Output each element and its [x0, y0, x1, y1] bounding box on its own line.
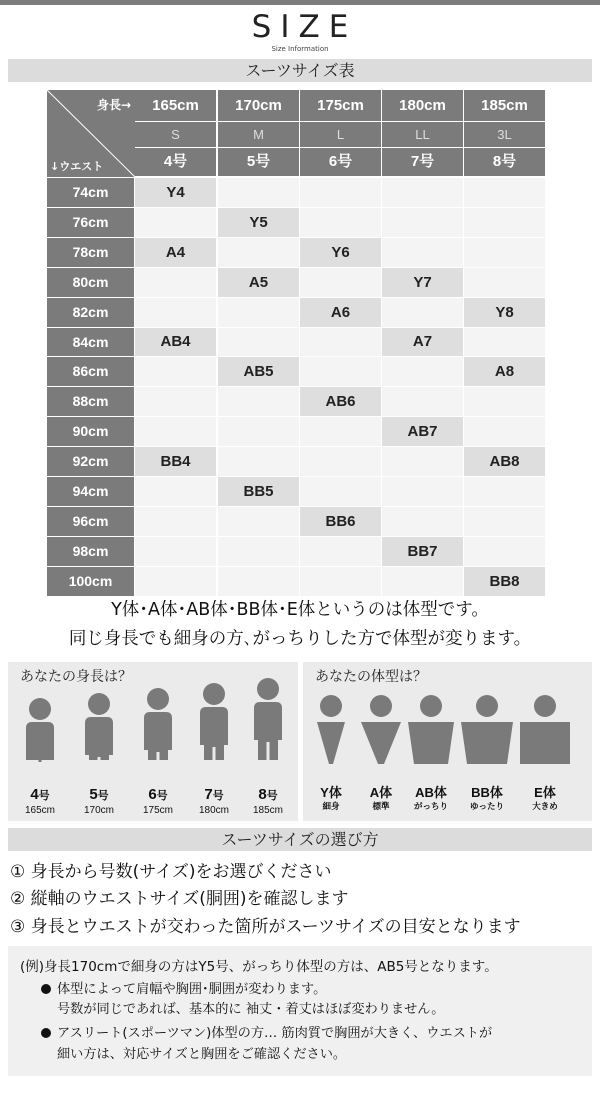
empty-cell	[135, 298, 216, 327]
size-number: 7	[204, 786, 213, 803]
empty-cell	[382, 298, 463, 327]
empty-cell	[382, 447, 463, 476]
body-type-desc: 細身	[322, 801, 340, 811]
empty-cell	[218, 298, 299, 327]
size-number: 4	[30, 786, 39, 803]
empty-cell	[218, 537, 299, 566]
bullet-dot	[41, 1028, 51, 1038]
height-header: 180cm	[382, 90, 463, 121]
height-axis-label: 身長→	[96, 98, 131, 112]
example-box	[8, 946, 592, 1076]
waist-row-header: 76cm	[47, 208, 134, 237]
empty-cell	[218, 447, 299, 476]
empty-cell	[135, 537, 216, 566]
empty-cell	[464, 178, 545, 207]
size-number: 5	[89, 786, 98, 803]
person-silhouette-icon	[20, 662, 60, 782]
empty-cell	[300, 268, 381, 297]
person-silhouette-icon	[248, 662, 288, 782]
empty-cell	[464, 268, 545, 297]
empty-cell	[218, 328, 299, 356]
page-subtitle: Size Information	[271, 45, 329, 53]
empty-cell	[382, 507, 463, 536]
empty-cell	[135, 387, 216, 416]
size-letter-header: S	[135, 122, 216, 147]
empty-cell	[300, 477, 381, 506]
size-unit: 号	[266, 790, 278, 802]
table-corner	[47, 90, 135, 177]
size-cell: AB7	[382, 417, 463, 446]
body-type-panel	[303, 662, 592, 821]
size-number-label	[189, 786, 239, 804]
empty-cell	[218, 567, 299, 596]
size-cell: A7	[382, 328, 463, 356]
waist-row-header: 96cm	[47, 507, 134, 536]
size-letter-header: M	[218, 122, 299, 147]
size-letter-header: L	[300, 122, 381, 147]
empty-cell	[382, 208, 463, 237]
person-silhouette-icon	[79, 662, 119, 782]
size-number-header: 6号	[300, 148, 381, 176]
waist-row-header: 78cm	[47, 238, 134, 267]
empty-cell	[300, 178, 381, 207]
empty-cell	[464, 537, 545, 566]
empty-cell	[382, 238, 463, 267]
size-cell: AB5	[218, 357, 299, 386]
empty-cell	[300, 357, 381, 386]
empty-cell	[464, 387, 545, 416]
empty-cell	[464, 208, 545, 237]
empty-cell	[464, 328, 545, 356]
height-header: 185cm	[464, 90, 545, 121]
empty-cell	[135, 567, 216, 596]
waist-row-header: 90cm	[47, 417, 134, 446]
size-cell: BB5	[218, 477, 299, 506]
size-number-header: 5号	[218, 148, 299, 176]
size-table	[47, 90, 546, 595]
height-cm-label: 165cm	[24, 805, 55, 816]
empty-cell	[218, 387, 299, 416]
height-header: 170cm	[218, 90, 299, 121]
size-unit: 号	[156, 790, 168, 802]
waist-row-header: 86cm	[47, 357, 134, 386]
size-cell: AB4	[135, 328, 216, 356]
size-letter-header: 3L	[464, 122, 545, 147]
body-type-label: BB体	[471, 785, 503, 800]
waist-axis-label: ↓ウエスト	[50, 160, 104, 173]
size-cell: A8	[464, 357, 545, 386]
empty-cell	[382, 357, 463, 386]
size-cell: BB8	[464, 567, 545, 596]
empty-cell	[218, 178, 299, 207]
empty-cell	[382, 477, 463, 506]
body-type-desc: ゆったり	[470, 801, 504, 811]
body-type-label: AB体	[415, 785, 447, 800]
size-number-label	[15, 786, 65, 804]
waist-row-header: 88cm	[47, 387, 134, 416]
body-type-desc: 大きめ	[532, 801, 558, 811]
step-2: ② 縦軸のウエストサイズ(胴囲)を確認します	[10, 889, 349, 909]
empty-cell	[300, 328, 381, 356]
body-type-label: A体	[369, 785, 393, 800]
bullet-1-line-1: 体型によって肩幅や胸囲･胴囲が変わります。	[57, 982, 327, 997]
size-cell: BB7	[382, 537, 463, 566]
empty-cell	[135, 357, 216, 386]
size-cell: A6	[300, 298, 381, 327]
waist-row-header: 80cm	[47, 268, 134, 297]
size-unit: 号	[38, 790, 50, 802]
empty-cell	[300, 208, 381, 237]
empty-cell	[464, 417, 545, 446]
size-cell: A5	[218, 268, 299, 297]
body-type-silhouette-icon	[515, 662, 575, 772]
body-type-label: E体	[534, 785, 556, 800]
empty-cell	[464, 238, 545, 267]
size-cell: AB6	[300, 387, 381, 416]
size-cell: BB4	[135, 447, 216, 476]
empty-cell	[218, 417, 299, 446]
bullet-2-line-2: 細い方は、対応サイズと胸囲をご確認ください。	[57, 1047, 347, 1062]
size-unit: 号	[212, 790, 224, 802]
waist-row-header: 94cm	[47, 477, 134, 506]
empty-cell	[135, 507, 216, 536]
waist-row-header: 98cm	[47, 537, 134, 566]
empty-cell	[135, 268, 216, 297]
bullet-2-line-1: アスリート(スポーツマン)体型の方… 筋肉質で胸囲が大きく、ウエストが	[57, 1026, 493, 1041]
empty-cell	[464, 507, 545, 536]
size-number-header: 7号	[382, 148, 463, 176]
body-type-desc: がっちり	[413, 801, 448, 811]
height-panel	[8, 662, 298, 821]
person-silhouette-icon	[138, 662, 178, 782]
size-cell: AB8	[464, 447, 545, 476]
empty-cell	[464, 477, 545, 506]
size-number-header: 4号	[135, 148, 216, 176]
size-cell: Y4	[135, 178, 216, 207]
size-table-heading: スーツサイズ表	[8, 59, 592, 82]
height-header: 165cm	[135, 90, 216, 121]
empty-cell	[218, 507, 299, 536]
empty-cell	[382, 387, 463, 416]
size-number: 6	[148, 786, 157, 803]
body-type-desc: 標準	[372, 801, 390, 811]
size-number-label	[74, 786, 124, 804]
top-rule	[0, 0, 600, 5]
step-1: ① 身長から号数(サイズ)をお選びください	[10, 862, 332, 882]
size-cell: A4	[135, 238, 216, 267]
body-type-silhouette-icon	[401, 662, 461, 772]
height-cm-label: 175cm	[142, 805, 173, 816]
size-unit: 号	[97, 790, 109, 802]
waist-row-header: 92cm	[47, 447, 134, 476]
body-type-label: Y体	[320, 785, 342, 800]
size-number-header: 8号	[464, 148, 545, 176]
empty-cell	[300, 537, 381, 566]
height-cm-label: 180cm	[198, 805, 229, 816]
size-cell: BB6	[300, 507, 381, 536]
empty-cell	[382, 178, 463, 207]
empty-cell	[135, 208, 216, 237]
size-cell: Y6	[300, 238, 381, 267]
size-cell: Y5	[218, 208, 299, 237]
note-line-1: Y体･A体･AB体･BB体･E体というのは体型です。	[111, 600, 489, 620]
height-cm-label: 185cm	[252, 805, 283, 816]
size-cell: Y7	[382, 268, 463, 297]
empty-cell	[300, 447, 381, 476]
empty-cell	[382, 567, 463, 596]
note-line-2: 同じ身長でも細身の方､がっちりした方で体型が変ります。	[68, 629, 532, 649]
page-title: SIZE	[251, 9, 358, 45]
howto-heading: スーツサイズの選び方	[8, 828, 592, 851]
empty-cell	[300, 567, 381, 596]
waist-row-header: 100cm	[47, 567, 134, 596]
waist-row-header: 82cm	[47, 298, 134, 327]
empty-cell	[135, 477, 216, 506]
size-number: 8	[258, 786, 267, 803]
bullet-dot	[41, 984, 51, 994]
height-header: 175cm	[300, 90, 381, 121]
waist-row-header: 84cm	[47, 328, 134, 356]
empty-cell	[300, 417, 381, 446]
size-letter-header: LL	[382, 122, 463, 147]
body-panel-title: あなたの体型は？	[315, 669, 427, 685]
size-number-label	[243, 786, 293, 804]
waist-row-header: 74cm	[47, 178, 134, 207]
height-cm-label: 170cm	[83, 805, 114, 816]
body-type-silhouette-icon	[457, 662, 517, 772]
person-silhouette-icon	[194, 662, 234, 782]
size-number-label	[133, 786, 183, 804]
empty-cell	[135, 417, 216, 446]
bullet-2	[41, 1024, 492, 1044]
empty-cell	[218, 238, 299, 267]
bullet-1-line-2: 号数が同じであれば、基本的に 袖丈・着丈はほぼ変わりません。	[57, 1002, 445, 1017]
bullet-1	[41, 980, 326, 1000]
size-cell: Y8	[464, 298, 545, 327]
example-text: (例)身長170cmで細身の方はY5号、がっちり体型の方は、AB5号となります。	[20, 959, 498, 975]
step-3: ③ 身長とウエストが交わった箇所がスーツサイズの目安となります	[10, 917, 521, 937]
height-panel-title: あなたの身長は？	[20, 669, 132, 685]
